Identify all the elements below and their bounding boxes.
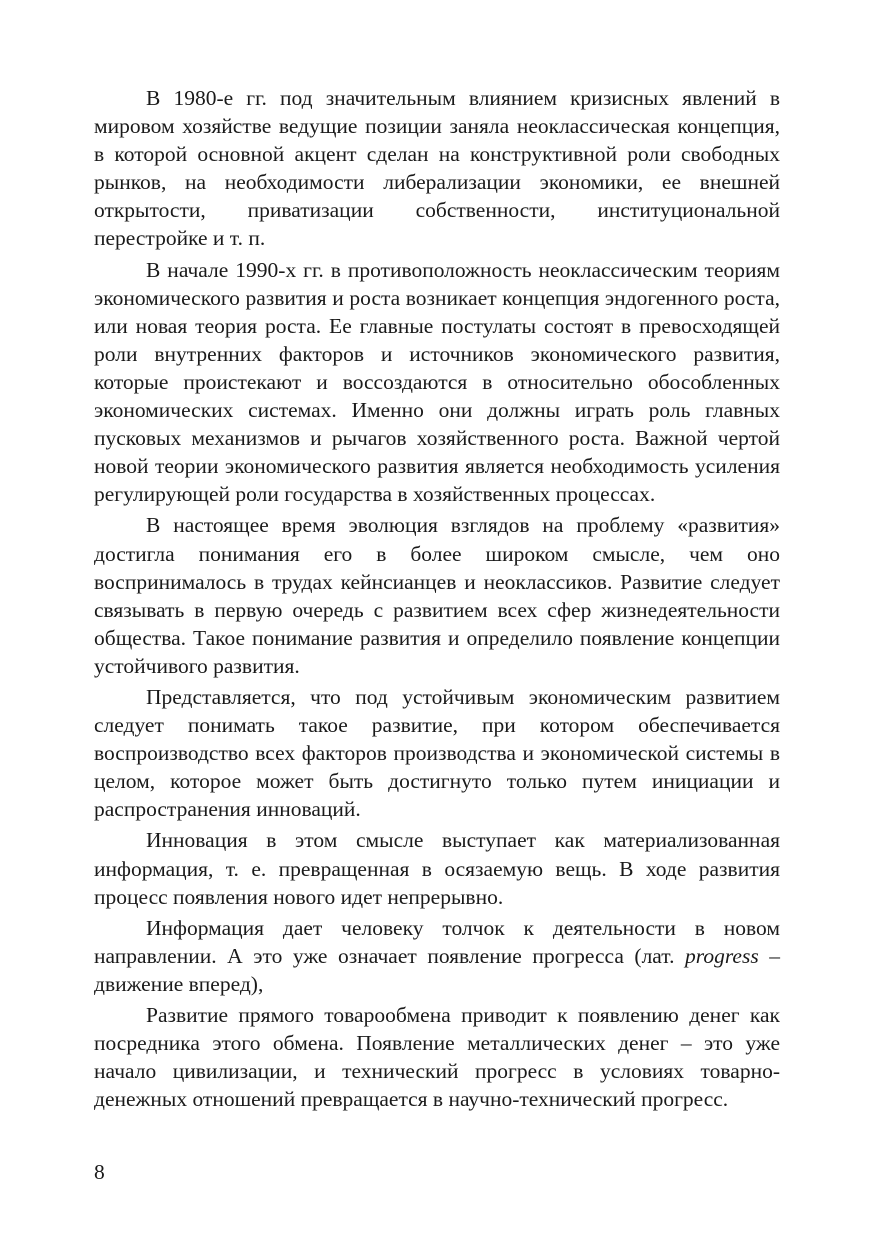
paragraph-6-start: Информация дает человеку толчок к деятельности в новом направлении. А это уже означает появление прогресса (лат. [94, 915, 780, 968]
paragraph-6-end: – движение вперед), [94, 943, 780, 996]
paragraph-4: Представляется, что под устойчивым экономическим развитием следует понимать такое развитие, при котором обеспечивается воспроизводство всех факторов производства и экономической системы в целом, которое может быть достигнуто только путем инициации и распространения инноваций. [94, 684, 780, 822]
paragraph-3: В настоящее время эволюция взглядов на проблему «развития» достигла понимания его в более широком смысле, чем оно воспринималось в трудах кейнсианцев и неоклассиков. Развитие следует связывать в первую очередь с развитием всех сфер жизнедеятельности общества. Такое понимание развития и определило появление концепции устойчивого развития. [94, 513, 780, 678]
paragraph-2: В начале 1990-х гг. в противоположность неоклассическим теориям экономического развития и роста возникает концепция эндогенного роста, или новая теория роста. Ее главные постулаты состоят в превосходящей роли внутренних факторов и источников экономического развития, которые проистекают и воссоздаются в относительно обособленных экономических системах. Именно они должны играть роль главных пусковых механизмов и рычагов хозяйственного роста. Важной чертой новой теории экономического развития является необходимость усиления регулирующей роли государства в хозяйственных процессах. [94, 257, 780, 507]
paragraph-5: Инновация в этом смысле выступает как материализованная информация, т. е. превращенная в осязаемую вещь. В ходе развития процесс появления нового идет непрерывно. [94, 828, 780, 909]
paragraph-1: В 1980-е гг. под значительным влиянием кризисных явлений в мировом хозяйстве ведущие позиции заняла неоклассическая концепция, в которой основной акцент сделан на конструктивной роли свободных рынков, на необходимости либерализации экономики, ее внешней открытости, приватизации собственности, институциональной перестройке и т. п. [94, 86, 780, 251]
document-page [94, 84, 780, 1116]
page-number: 8 [94, 1160, 105, 1184]
latin-term: progress [685, 943, 759, 968]
paragraph-7: Развитие прямого товарообмена приводит к появлению денег как посредника этого обмена. Появление металлических денег – это уже начало цивилизации, и технический прогресс в условиях товарно-денежных отношений превращается в научно-технический прогресс. [94, 1003, 780, 1112]
paragraph-6 [94, 914, 780, 998]
